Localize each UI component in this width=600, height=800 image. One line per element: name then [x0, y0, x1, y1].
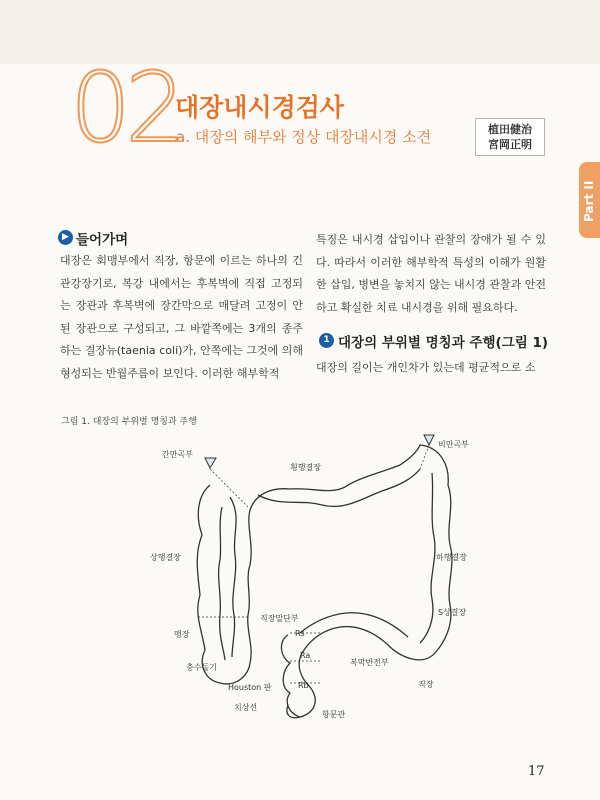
column2-paragraph: 특징은 내시경 삽입이나 관찰의 장애가 될 수 있다. 따라서 이러한 해부학적 특성의 이해가 원활한 삽입, 병변을 놓치지 않는 내시경 관찰과 안전하고 확실한 치료 내시경을 위해 필요하다. — [316, 233, 546, 314]
page-number: 17 — [528, 764, 545, 779]
label-anus: 항문관 — [322, 710, 346, 719]
label-cecum: 맹장 — [174, 630, 190, 639]
label-dentate: 치상선 — [234, 703, 258, 712]
label-descending: 하행결장 — [436, 553, 467, 562]
colon-diagram — [150, 425, 480, 725]
section-heading-anatomy: 대장의 부위별 명칭과 주행(그림 1) — [338, 335, 549, 351]
section-heading-intro: 들어가며 — [76, 232, 129, 248]
label-sigmoid: S상결장 — [438, 608, 467, 617]
play-bullet-icon: ▶ — [58, 230, 73, 245]
label-ascending: 상행결장 — [150, 553, 181, 562]
hepatic-flexure-marker — [205, 458, 216, 468]
author-2: 宮岡正明 — [488, 138, 532, 151]
chapter-number: 02 — [70, 52, 181, 164]
figure-caption: 그림 1. 대장의 부위별 명칭과 주행 — [61, 417, 197, 427]
label-rectum: 직장 — [418, 680, 434, 689]
label-rs: Rs — [295, 629, 305, 638]
splenic-flexure-marker — [424, 435, 434, 445]
anatomy-paragraph: 대장의 길이는 개인차가 있는데 평균적으로 소 — [316, 361, 536, 374]
label-peritoneal-reflection: 복막반전부 — [350, 658, 389, 667]
label-hepatic-flexure: 간만곡부 — [162, 450, 193, 459]
label-splenic-flexure: 비만곡부 — [438, 440, 469, 449]
authors-box — [475, 118, 545, 156]
label-rectosigmoid: 직장말단부 — [260, 614, 299, 623]
label-houston: Houston 판 — [228, 683, 272, 692]
part-tab: Part II — [579, 162, 600, 238]
label-rb: Rb — [298, 681, 309, 690]
descending-inner — [420, 473, 435, 643]
colon-outline-outer — [197, 445, 452, 718]
transverse-fold — [258, 469, 420, 506]
label-transverse: 횡행결장 — [290, 463, 321, 472]
section-number-badge: 1 — [319, 333, 334, 348]
chapter-title: 대장내시경검사 — [175, 93, 345, 122]
sigmoid-inner — [300, 613, 408, 637]
rectum-shape — [281, 635, 300, 717]
author-1: 植田健治 — [488, 123, 532, 136]
chapter-subtitle: a. 대장의 해부와 정상 대장내시경 소견 — [176, 128, 432, 146]
label-appendix: 충수돌기 — [186, 663, 217, 672]
intro-paragraph: 대장은 회맹부에서 직장, 항문에 이르는 하나의 긴 관강장기로, 복강 내에서는 후복벽에 직접 고정되는 장관과 후복벽에 장간막으로 매달려 고정이 안된 장관으로 구성되고, 그 바깥쪽에는 3개의 종주하는 결장뉴(taenia coli)가, 안쪽에는 그것에 의해 형성되는 반월주름이 보인다. 이러한 해부학적 — [60, 254, 303, 380]
colon-outline-inner — [219, 497, 236, 660]
label-ra: Ra — [300, 651, 311, 660]
